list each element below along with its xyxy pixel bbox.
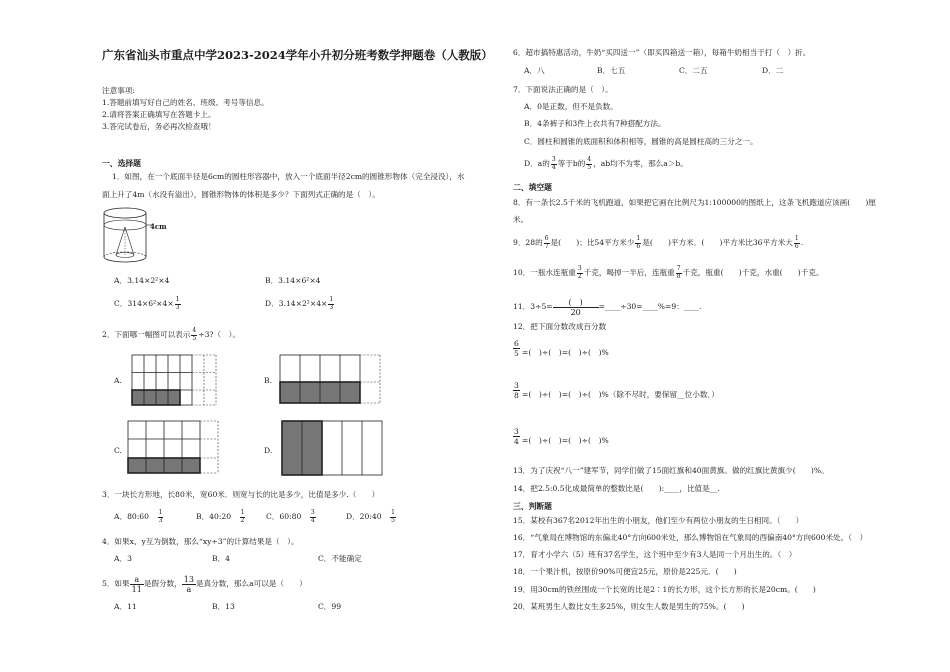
q6-option-d[interactable]: D．二 <box>762 66 784 75</box>
q3-option-c[interactable]: C．60:80 $\frac{3}{4}$ <box>266 509 315 524</box>
notice-item: 3.答完试卷后，务必再次检查哦！ <box>102 122 216 131</box>
q2-figure-b <box>276 352 388 408</box>
question-6: 6．超市搞特惠活动，牛奶“买四送一”（即买四箱送一箱），每箱牛奶相当于打（ ）折。 <box>513 48 811 57</box>
fraction: $\frac{6}{7}$ <box>544 235 549 250</box>
q12-row1-text: =( )÷( )=( )÷( )% <box>522 348 609 357</box>
fraction: $\frac{3}{2}$ <box>577 265 582 280</box>
notice-item: 1.答题前填写好自己的姓名、班级、考号等信息。 <box>102 98 269 107</box>
q12-row3-text: =( )÷( )=( )÷( )% <box>522 436 609 445</box>
fraction: $\frac{1}{5}$ <box>391 509 395 524</box>
q1-option-c[interactable] <box>114 297 182 311</box>
fraction: $\frac{13}{a}$ <box>183 574 194 594</box>
q4-option-c[interactable]: C．不能确定 <box>318 554 362 563</box>
q12-row2-fraction: 3 8 <box>514 381 519 400</box>
q5-option-b[interactable]: B．13 <box>212 602 235 611</box>
fraction: $\frac{1}{6}$ <box>636 235 641 250</box>
question-14: 14．把2.5:0.5化成最简单的整数比是( ):____，比值是__. <box>513 484 720 493</box>
q3-option-a[interactable]: A．80:60 $\frac{1}{3}$ <box>114 509 163 524</box>
question-8-line2: 米。 <box>513 215 529 224</box>
q2-figure-d <box>276 418 392 480</box>
q6-option-c[interactable]: C．二五 <box>679 66 708 75</box>
fraction: ( ) 20 <box>553 298 599 317</box>
figure-label-4cm: 4cm <box>150 222 167 231</box>
page-title: 广东省汕头市重点中学2023-2024学年小升初分班考数学押题卷（人教版） <box>102 48 493 62</box>
q2-figure-a <box>126 352 228 408</box>
section-heading-choice: 一、选择题 <box>102 159 141 168</box>
question-1-line2: 面上升了4m（水没有溢出），圆锥形物体的体积是多少？下面列式正确的是（ ）。 <box>102 190 380 199</box>
question-11: 11．3÷5= ( ) 20 =____÷30=____%=9：____. <box>513 297 702 317</box>
q2-option-a[interactable]: A. <box>114 376 122 385</box>
q7-option-b[interactable]: B．4条裤子和3件上衣共有7种搭配方法。 <box>524 119 666 128</box>
q5-option-c[interactable]: C．99 <box>318 602 342 611</box>
q1-option-b[interactable]: B．3.14×6²×4 <box>265 276 321 285</box>
q7-option-d[interactable]: D．a的 $\frac{3}{4}$ 等于b的 $\frac{4}{5}$ ，ab均不为零，那么a＞b。 <box>524 156 688 171</box>
fraction: $\frac{1}{3}$ <box>329 296 334 311</box>
question-1-line1: 1．如图，在一个底面半径是6cm的圆柱形容器中，放入一个底面半径2cm的圆锥形物体（完全浸没），水 <box>112 172 465 181</box>
q1-option-d[interactable] <box>265 297 335 311</box>
question-4: 4．如果x、y互为倒数，那么“xy÷3”的计算结果是（ ）。 <box>102 537 299 546</box>
q12-row3-fraction: 3 4 <box>514 427 519 446</box>
question-9: 9．28的 $\frac{6}{7}$ 是( )；比54平方米少 $\frac{1}{6}$ 是( )平方米．( )平方米比36平方米大 $\frac{1}{6}$ . <box>513 235 804 250</box>
fraction: $\frac{4}{5}$ <box>587 156 592 171</box>
q3-option-d[interactable]: D．20:40 $\frac{1}{5}$ <box>346 509 395 524</box>
question-7: 7．下面说法正确的是（ ）。 <box>513 85 613 94</box>
question-5: 5．如果 $\frac{a}{11}$ 是假分数， $\frac{13}{a}$ 是真分数，那么a可以是（ ） <box>102 574 307 594</box>
q7-option-c[interactable]: C．圆柱和圆锥的底面积和体积相等，圆锥的高是圆柱高的三分之一。 <box>524 137 758 146</box>
fraction: $\frac{3}{4}$ <box>310 509 315 524</box>
q2-option-b[interactable]: B. <box>264 376 272 385</box>
q6-option-a[interactable]: A．八 <box>524 66 545 75</box>
question-2: 2．下面哪一幅图可以表示 $\frac{4}{5}$ ÷3?（ ）。 <box>102 327 241 342</box>
judge-item: 16．“气象局在博物馆的东偏北40°方向600米处，那么博物馆在气象局的西偏南40°方向600米处。（ ） <box>513 533 868 542</box>
fraction: $\frac{1}{3}$ <box>175 296 180 311</box>
fraction: $\frac{1}{6}$ <box>794 235 799 250</box>
question-12: 12．把下面分数改成百分数 <box>513 322 607 331</box>
judge-item: 17．育才小学六（5）班有37名学生，这个班中至少有3人是同一个月出生的。（ ） <box>513 550 797 559</box>
fraction: $\frac{1}{2}$ <box>240 509 245 524</box>
fraction: $\frac{a}{11}$ <box>131 574 142 594</box>
q4-option-a[interactable]: A．3 <box>114 554 132 563</box>
q1-option-d-text: D．3.14×2²×4× <box>265 299 328 308</box>
judge-item: 20．某班男生人数比女生多25%，则女生人数是男生的75%。( ) <box>513 602 745 611</box>
fraction: $\frac{3}{4}$ <box>551 156 556 171</box>
q2-option-c[interactable]: C. <box>114 446 122 455</box>
q2-figure-c <box>124 418 230 478</box>
section-heading-fill: 二、填空题 <box>513 183 552 192</box>
q1-option-a[interactable]: A．3.14×2²×4 <box>114 276 170 285</box>
judge-item: 15．某校有367名2012年出生的小朋友，他们至少有两位小朋友的生日相同。（ ） <box>513 516 804 525</box>
q2-option-d[interactable]: D. <box>264 446 273 455</box>
fraction: $\frac{7}{8}$ <box>676 265 681 280</box>
question-13: 13．为了庆祝“八一”建军节，同学们做了15面红旗和40面黄旗。做的红旗比黄旗少( )%。 <box>513 466 829 475</box>
judge-item: 19．用30cm的铁丝围成一个长宽的比是2∶1的长方形，这个长方形的长是20cm。( ) <box>513 585 816 594</box>
judge-item: 18．一个果汁机，按原价90%可便宜25元，原价是225元．( ) <box>513 567 737 576</box>
q12-row1-fraction: 6 5 <box>514 339 519 358</box>
q6-option-b[interactable]: B．七五 <box>597 66 626 75</box>
notice-heading: 注意事项: <box>102 86 135 95</box>
q4-option-b[interactable]: B．4 <box>212 554 231 563</box>
question-3: 3．一块长方形地，长80米，宽60米．则宽与长的比是多少，比值是多少.（ ） <box>102 490 380 499</box>
fraction: $\frac{4}{5}$ <box>192 327 197 342</box>
q3-option-b[interactable]: B．40:20 $\frac{1}{2}$ <box>196 509 245 524</box>
question-8-line1: 8．有一条长2.5千米的飞机跑道，如果把它画在比例尺为1:100000的图纸上，这条飞机跑道应该画( )厘 <box>513 198 876 207</box>
q12-row2-text: =( )÷( )=( )÷( )%（除不尽时，要保留__位小数．） <box>522 390 719 399</box>
q7-option-a[interactable]: A．0是正数，但不是负数。 <box>524 102 618 111</box>
cylinder-cone-figure <box>100 205 170 267</box>
question-10: 10．一瓶水连瓶重 $\frac{3}{2}$ 千克，喝掉一半后，连瓶重 $\frac{7}{8}$ 千克，瓶重( )千克，水重( )千克。 <box>513 265 824 280</box>
section-heading-judge: 三、判断题 <box>513 502 552 511</box>
q5-option-a[interactable]: A．11 <box>114 602 137 611</box>
notice-item: 2.请将答案正确填写在答题卡上。 <box>102 110 216 119</box>
fraction: $\frac{1}{3}$ <box>158 509 163 524</box>
q1-option-c-text: C．314×6²×4× <box>114 299 174 308</box>
